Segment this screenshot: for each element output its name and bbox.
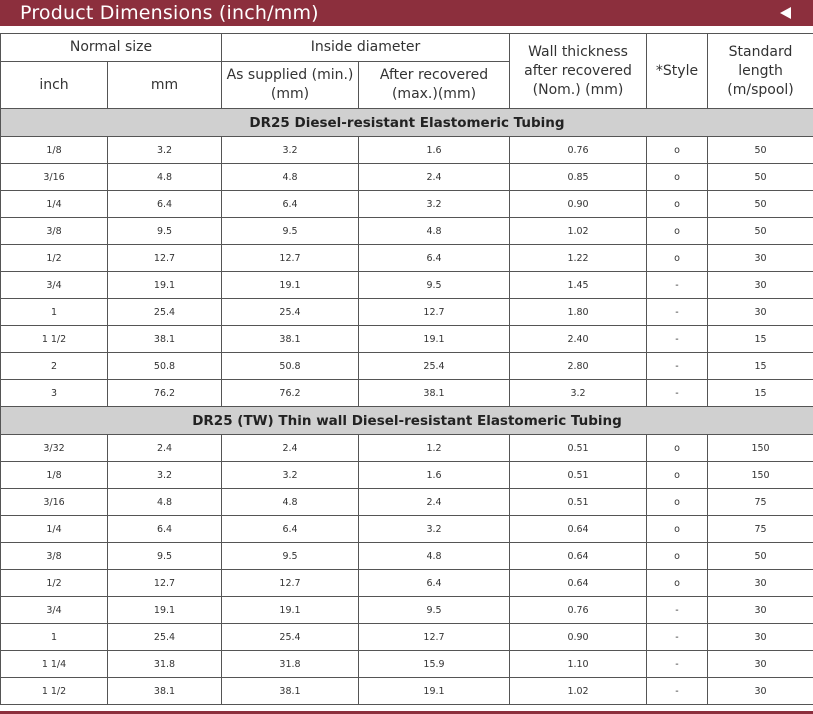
cell-wall-thickness: 2.40: [510, 326, 647, 353]
cell-wall-thickness: 0.64: [510, 516, 647, 543]
cell-standard-length: 15: [708, 353, 813, 380]
cell-style: o: [647, 462, 708, 489]
table-row: [1, 543, 813, 570]
cell-style: o: [647, 516, 708, 543]
cell-style: o: [647, 570, 708, 597]
cell-after-recovered: 38.1: [359, 380, 510, 407]
table-row: [1, 678, 813, 705]
header-inch: inch: [1, 62, 108, 109]
cell-as-supplied: 76.2: [222, 380, 359, 407]
cell-inch: 1 1/2: [1, 326, 108, 353]
cell-style: -: [647, 272, 708, 299]
header-normal-size: Normal size: [1, 34, 222, 62]
title-bar: [0, 0, 813, 26]
cell-mm: 9.5: [108, 218, 222, 245]
cell-after-recovered: 3.2: [359, 191, 510, 218]
cell-style: o: [647, 489, 708, 516]
cell-inch: 3/4: [1, 597, 108, 624]
cell-mm: 25.4: [108, 299, 222, 326]
cell-as-supplied: 3.2: [222, 137, 359, 164]
table-row: [1, 272, 813, 299]
table-row: [1, 597, 813, 624]
cell-inch: 1/8: [1, 137, 108, 164]
cell-inch: 1/2: [1, 570, 108, 597]
cell-as-supplied: 9.5: [222, 543, 359, 570]
cell-after-recovered: 3.2: [359, 516, 510, 543]
section-row: [1, 109, 813, 137]
cell-style: o: [647, 435, 708, 462]
cell-standard-length: 30: [708, 245, 813, 272]
table-row: [1, 516, 813, 543]
cell-inch: 3/32: [1, 435, 108, 462]
cell-style: -: [647, 597, 708, 624]
cell-as-supplied: 4.8: [222, 164, 359, 191]
cell-mm: 4.8: [108, 489, 222, 516]
cell-mm: 3.2: [108, 462, 222, 489]
table-row: [1, 326, 813, 353]
cell-mm: 31.8: [108, 651, 222, 678]
dimensions-table: [0, 33, 813, 705]
cell-inch: 1/2: [1, 245, 108, 272]
cell-wall-thickness: 0.51: [510, 489, 647, 516]
cell-as-supplied: 38.1: [222, 678, 359, 705]
cell-after-recovered: 1.6: [359, 462, 510, 489]
section-title: DR25 (TW) Thin wall Diesel-resistant Elastomeric Tubing: [1, 407, 813, 435]
cell-mm: 76.2: [108, 380, 222, 407]
cell-inch: 3/8: [1, 218, 108, 245]
cell-standard-length: 15: [708, 326, 813, 353]
cell-wall-thickness: 0.76: [510, 137, 647, 164]
header-after-recovered: After recovered (max.)(mm): [359, 62, 510, 109]
cell-standard-length: 50: [708, 137, 813, 164]
cell-wall-thickness: 0.90: [510, 191, 647, 218]
cell-wall-thickness: 2.80: [510, 353, 647, 380]
cell-wall-thickness: 0.51: [510, 435, 647, 462]
table-row: [1, 164, 813, 191]
cell-as-supplied: 9.5: [222, 218, 359, 245]
cell-as-supplied: 6.4: [222, 516, 359, 543]
cell-wall-thickness: 0.76: [510, 597, 647, 624]
header-standard-length: Standard length (m/spool): [708, 34, 813, 109]
cell-inch: 3/16: [1, 164, 108, 191]
cell-after-recovered: 15.9: [359, 651, 510, 678]
cell-standard-length: 30: [708, 299, 813, 326]
cell-standard-length: 75: [708, 516, 813, 543]
table-row: [1, 137, 813, 164]
cell-mm: 50.8: [108, 353, 222, 380]
table-row: [1, 353, 813, 380]
cell-wall-thickness: 0.85: [510, 164, 647, 191]
cell-mm: 3.2: [108, 137, 222, 164]
cell-wall-thickness: 1.02: [510, 218, 647, 245]
cell-style: -: [647, 326, 708, 353]
cell-standard-length: 150: [708, 462, 813, 489]
cell-after-recovered: 1.6: [359, 137, 510, 164]
table-body: [1, 109, 813, 705]
cell-as-supplied: 19.1: [222, 597, 359, 624]
cell-wall-thickness: 1.80: [510, 299, 647, 326]
cell-as-supplied: 12.7: [222, 245, 359, 272]
cell-wall-thickness: 3.2: [510, 380, 647, 407]
cell-style: -: [647, 299, 708, 326]
cell-as-supplied: 4.8: [222, 489, 359, 516]
cell-standard-length: 50: [708, 164, 813, 191]
cell-mm: 2.4: [108, 435, 222, 462]
cell-mm: 12.7: [108, 245, 222, 272]
table-row: [1, 435, 813, 462]
back-arrow-icon[interactable]: [780, 7, 791, 19]
cell-standard-length: 30: [708, 570, 813, 597]
cell-after-recovered: 19.1: [359, 326, 510, 353]
cell-wall-thickness: 0.51: [510, 462, 647, 489]
cell-standard-length: 75: [708, 489, 813, 516]
cell-mm: 4.8: [108, 164, 222, 191]
cell-after-recovered: 2.4: [359, 489, 510, 516]
cell-style: o: [647, 218, 708, 245]
cell-after-recovered: 12.7: [359, 624, 510, 651]
cell-standard-length: 150: [708, 435, 813, 462]
cell-style: o: [647, 191, 708, 218]
table-row: [1, 191, 813, 218]
cell-as-supplied: 19.1: [222, 272, 359, 299]
cell-style: o: [647, 543, 708, 570]
cell-mm: 6.4: [108, 516, 222, 543]
cell-inch: 1 1/4: [1, 651, 108, 678]
cell-standard-length: 30: [708, 597, 813, 624]
cell-as-supplied: 25.4: [222, 299, 359, 326]
cell-after-recovered: 2.4: [359, 164, 510, 191]
cell-standard-length: 30: [708, 624, 813, 651]
cell-as-supplied: 12.7: [222, 570, 359, 597]
cell-mm: 12.7: [108, 570, 222, 597]
cell-standard-length: 50: [708, 191, 813, 218]
cell-as-supplied: 25.4: [222, 624, 359, 651]
cell-wall-thickness: 1.22: [510, 245, 647, 272]
cell-mm: 9.5: [108, 543, 222, 570]
cell-mm: 38.1: [108, 326, 222, 353]
cell-inch: 1/4: [1, 516, 108, 543]
cell-inch: 1: [1, 624, 108, 651]
cell-as-supplied: 6.4: [222, 191, 359, 218]
page-title: Product Dimensions (inch/mm): [20, 2, 319, 24]
cell-style: o: [647, 164, 708, 191]
cell-mm: 19.1: [108, 597, 222, 624]
section-title: DR25 Diesel-resistant Elastomeric Tubing: [1, 109, 813, 137]
cell-standard-length: 50: [708, 543, 813, 570]
header-as-supplied: As supplied (min.)(mm): [222, 62, 359, 109]
cell-wall-thickness: 1.45: [510, 272, 647, 299]
section-row: [1, 407, 813, 435]
cell-as-supplied: 2.4: [222, 435, 359, 462]
cell-style: -: [647, 624, 708, 651]
cell-wall-thickness: 1.10: [510, 651, 647, 678]
cell-mm: 38.1: [108, 678, 222, 705]
cell-after-recovered: 4.8: [359, 543, 510, 570]
table-row: [1, 245, 813, 272]
cell-standard-length: 50: [708, 218, 813, 245]
cell-mm: 25.4: [108, 624, 222, 651]
cell-after-recovered: 9.5: [359, 272, 510, 299]
cell-standard-length: 30: [708, 272, 813, 299]
cell-style: o: [647, 245, 708, 272]
cell-inch: 1 1/2: [1, 678, 108, 705]
header-inside-diameter: Inside diameter: [222, 34, 510, 62]
cell-after-recovered: 12.7: [359, 299, 510, 326]
dimensions-table-container: [0, 33, 813, 705]
cell-style: -: [647, 353, 708, 380]
cell-inch: 1: [1, 299, 108, 326]
table-row: [1, 624, 813, 651]
table-row: [1, 462, 813, 489]
cell-after-recovered: 6.4: [359, 245, 510, 272]
cell-style: -: [647, 651, 708, 678]
cell-style: -: [647, 380, 708, 407]
table-row: [1, 218, 813, 245]
cell-after-recovered: 25.4: [359, 353, 510, 380]
cell-standard-length: 30: [708, 651, 813, 678]
cell-as-supplied: 31.8: [222, 651, 359, 678]
cell-style: -: [647, 678, 708, 705]
cell-inch: 3/4: [1, 272, 108, 299]
table-row: [1, 299, 813, 326]
cell-style: o: [647, 137, 708, 164]
header-wall-thickness: Wall thickness after recovered (Nom.) (mm): [510, 34, 647, 109]
cell-wall-thickness: 0.64: [510, 570, 647, 597]
cell-inch: 3: [1, 380, 108, 407]
table-row: [1, 651, 813, 678]
cell-inch: 1/4: [1, 191, 108, 218]
header-style: *Style: [647, 34, 708, 109]
table-row: [1, 489, 813, 516]
cell-after-recovered: 9.5: [359, 597, 510, 624]
header-mm: mm: [108, 62, 222, 109]
cell-standard-length: 30: [708, 678, 813, 705]
cell-as-supplied: 50.8: [222, 353, 359, 380]
cell-as-supplied: 3.2: [222, 462, 359, 489]
cell-standard-length: 15: [708, 380, 813, 407]
cell-wall-thickness: 1.02: [510, 678, 647, 705]
cell-after-recovered: 4.8: [359, 218, 510, 245]
cell-wall-thickness: 0.90: [510, 624, 647, 651]
cell-after-recovered: 19.1: [359, 678, 510, 705]
cell-inch: 3/8: [1, 543, 108, 570]
cell-mm: 6.4: [108, 191, 222, 218]
cell-inch: 2: [1, 353, 108, 380]
cell-wall-thickness: 0.64: [510, 543, 647, 570]
cell-as-supplied: 38.1: [222, 326, 359, 353]
cell-mm: 19.1: [108, 272, 222, 299]
cell-after-recovered: 1.2: [359, 435, 510, 462]
table-row: [1, 570, 813, 597]
cell-inch: 1/8: [1, 462, 108, 489]
cell-after-recovered: 6.4: [359, 570, 510, 597]
cell-inch: 3/16: [1, 489, 108, 516]
table-row: [1, 380, 813, 407]
